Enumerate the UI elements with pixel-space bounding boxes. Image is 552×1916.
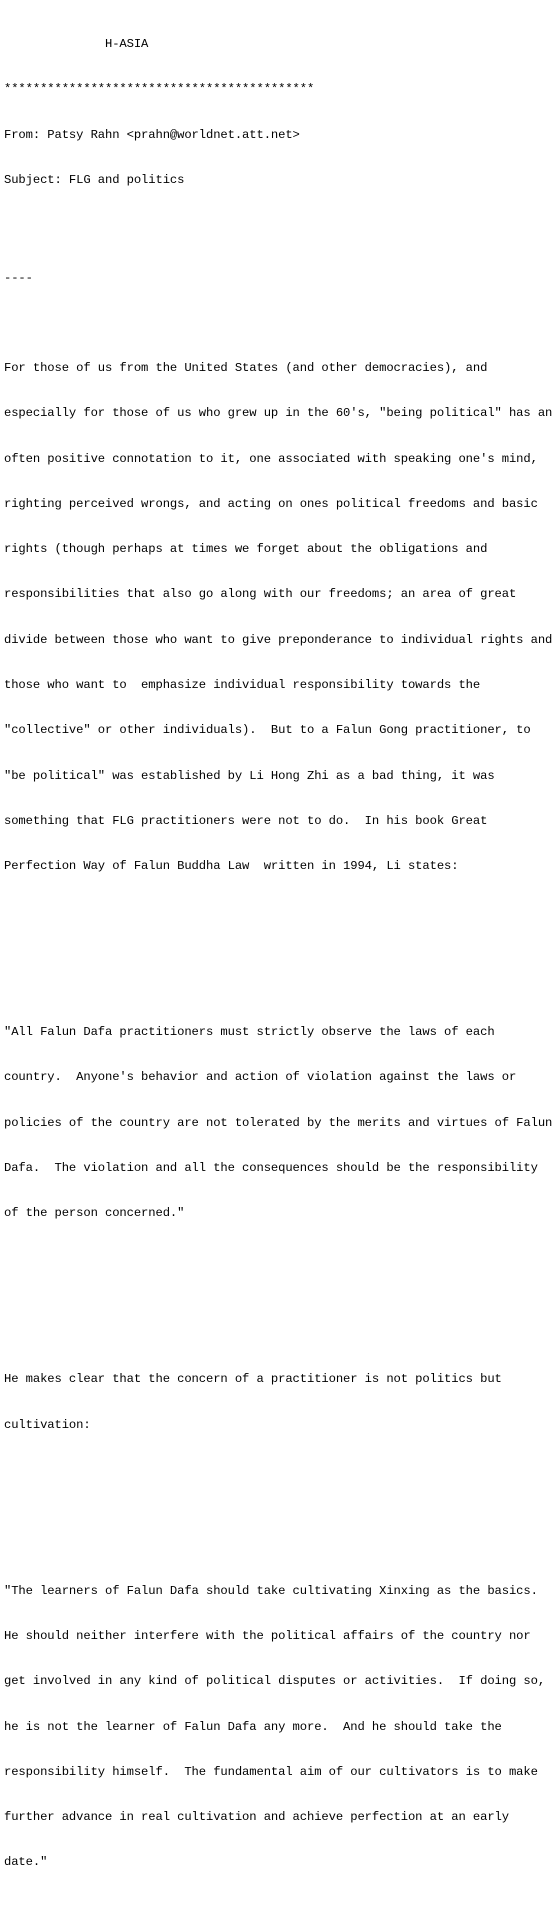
text-line: responsibility himself. The fundamental aim of our cultivators is to make [4,1764,538,1779]
quote-laws [4,995,552,1252]
spacer [4,935,541,950]
text-line: further advance in real cultivation and achieve perfection at an early [4,1810,509,1825]
text-line: of the person concerned." [4,1206,185,1221]
paragraph-intro [4,331,552,905]
text-line: Dafa. The violation and all the consequences should be the responsibility [4,1161,538,1176]
list-title: H-ASIA [4,37,149,52]
text-line: rights (though perhaps at times we forget about the obligations and [4,542,488,557]
spacer [4,218,541,240]
subject-line: Subject: FLG and politics [4,173,185,188]
text-line: divide between those who want to give preponderance to individual rights and [4,632,552,647]
text-line: country. Anyone's behavior and action of violation against the laws or [4,1070,517,1085]
text-line: "collective" or other individuals). But to a Falun Gong practitioner, to [4,723,531,738]
spacer [4,1282,541,1297]
text-line: Perfection Way of Falun Buddha Law written in 1994, Li states: [4,859,459,874]
text-line: responsibilities that also go along with our freedoms; an area of great [4,587,517,602]
text-line: righting perceived wrongs, and acting on ones political freedoms and basic [4,496,538,511]
email-document [4,7,552,1916]
text-line: those who want to emphasize individual responsibility towards the [4,678,481,693]
text-line: he is not the learner of Falun Dafa any more. And he should take the [4,1719,502,1734]
text-line: For those of us from the United States (and other democracies), and [4,361,488,376]
text-line: cultivation: [4,1417,91,1432]
paragraph-cultivation [4,1342,541,1463]
separator: ---- [4,270,33,285]
spacer [4,1493,541,1508]
text-line: He should neither interfere with the political affairs of the country nor [4,1628,531,1643]
text-line: especially for those of us who grew up in the 60's, "being political" has an [4,406,552,421]
text-line: "be political" was established by Li Hong Zhi as a bad thing, it was [4,768,495,783]
text-line: get involved in any kind of political disputes or activities. If doing so, [4,1674,546,1689]
text-line: something that FLG practitioners were not to do. In his book Great [4,813,488,828]
quote-xinxing [4,1553,546,1900]
text-line: "The learners of Falun Dafa should take cultivating Xinxing as the basics. [4,1583,538,1598]
from-line: From: Patsy Rahn <prahn@worldnet.att.net> [4,127,300,142]
text-line: date." [4,1855,48,1870]
text-line: "All Falun Dafa practitioners must strictly observe the laws of each [4,1025,495,1040]
text-line: policies of the country are not tolerated by the merits and virtues of Falun [4,1115,552,1130]
text-line: He makes clear that the concern of a practitioner is not politics but [4,1372,502,1387]
star-divider: ******************************************* [4,82,315,97]
text-line: often positive connotation to it, one associated with speaking one's mind, [4,451,538,466]
